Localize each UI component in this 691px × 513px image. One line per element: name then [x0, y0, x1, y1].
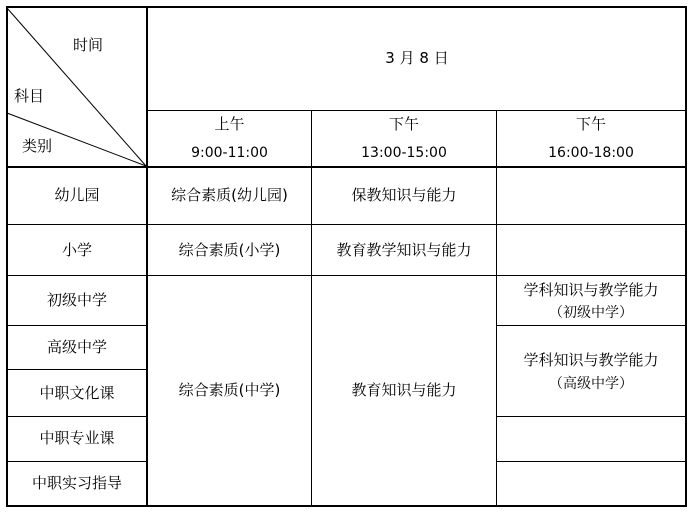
- session-3-time: 16:00-18:00: [548, 145, 634, 161]
- secondary-session-2-merged: 教育知识与能力: [351, 381, 457, 399]
- corner-category-label: 类别: [21, 137, 52, 155]
- kindergarten-session-2: 保教知识与能力: [351, 186, 457, 204]
- corner-time-label: 时间: [72, 36, 103, 54]
- category-kindergarten: 幼儿园: [54, 186, 100, 204]
- category-primary: 小学: [61, 241, 92, 259]
- category-junior-high: 初级中学: [46, 291, 107, 309]
- corner-subject-label: 科目: [13, 87, 44, 105]
- session-3-period: 下午: [575, 115, 606, 133]
- senior-high-session-3-line2: （高级中学）: [549, 376, 633, 392]
- junior-high-session-3-line1: 学科知识与教学能力: [523, 281, 659, 299]
- session-2-time: 13:00-15:00: [361, 145, 447, 161]
- primary-session-1: 综合素质(小学): [178, 241, 281, 259]
- kindergarten-session-1: 综合素质(幼儿园): [171, 186, 288, 204]
- secondary-session-1-merged: 综合素质(中学): [178, 381, 281, 399]
- category-vocational-culture: 中职文化课: [39, 384, 115, 402]
- date-header: 3 月 8 日: [385, 49, 449, 67]
- primary-session-2: 教育教学知识与能力: [336, 241, 472, 259]
- junior-high-session-3-line2: （初级中学）: [549, 305, 633, 321]
- category-vocational-professional: 中职专业课: [39, 429, 115, 447]
- category-vocational-practice: 中职实习指导: [31, 474, 122, 492]
- session-1-period: 上午: [214, 115, 245, 133]
- session-1-time: 9:00-11:00: [191, 145, 268, 161]
- session-2-period: 下午: [388, 115, 419, 133]
- senior-high-session-3-line1: 学科知识与教学能力: [523, 351, 659, 369]
- category-senior-high: 高级中学: [46, 338, 107, 356]
